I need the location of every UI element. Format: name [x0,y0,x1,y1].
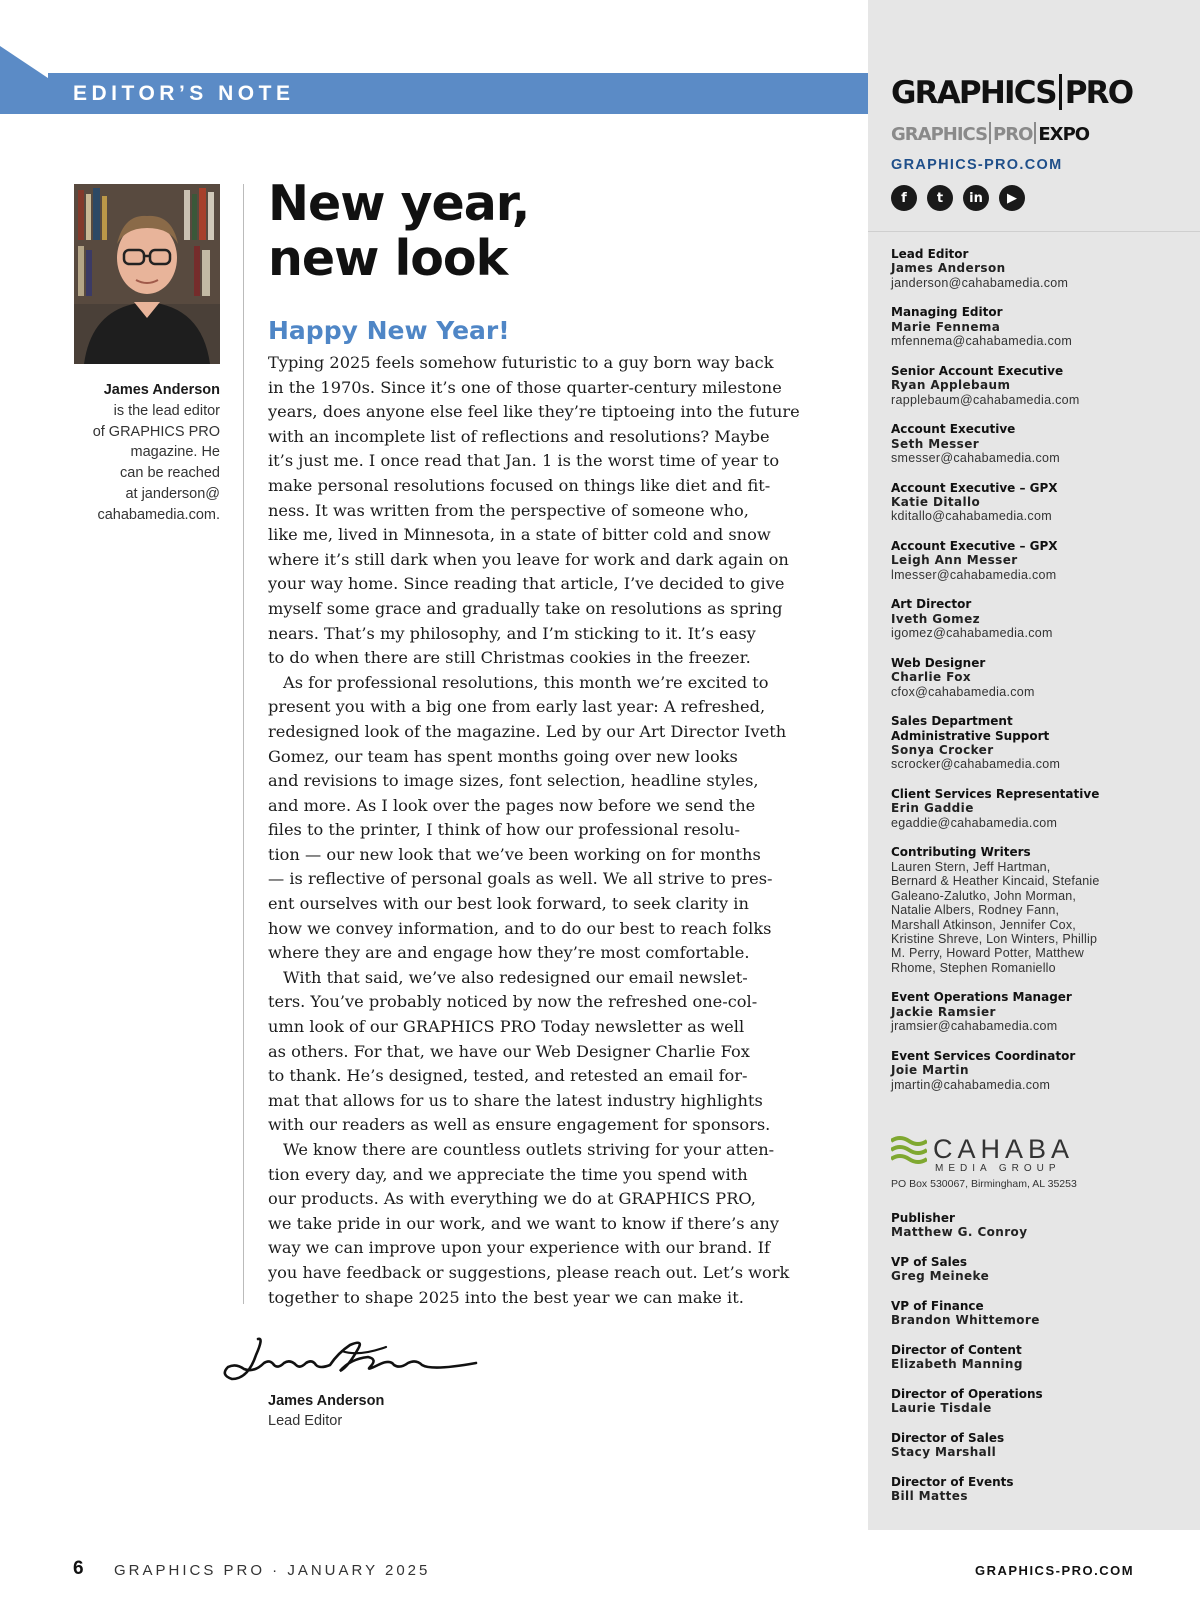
staff-role: Managing Editor [891,305,1003,320]
executive-entry [891,1299,1191,1328]
staff-entry [891,539,1191,582]
staff-name: James Anderson [891,261,1006,276]
staff-name: Sonya Crocker [891,743,994,758]
article-line: mat that allows for us to share the latest industry highlights [268,1090,763,1110]
executive-entry [891,1475,1191,1504]
executive-name: Stacy Marshall [891,1445,997,1460]
article-line: our products. As with everything we do at GRAPHICS PRO, [268,1189,756,1209]
article-line: with our readers as well as ensure engagement for sponsors. [268,1115,771,1135]
article-line: tion every day, and we appreciate the time you spend with [268,1164,748,1184]
staff-entry [891,597,1191,640]
staff-name: Seth Messer [891,436,980,451]
staff-role: Event Operations Manager [891,990,1072,1005]
author-bio-line: at janderson@ [125,485,220,502]
footer-website[interactable]: GRAPHICS-PRO.COM [975,1563,1135,1578]
executive-entry [891,1343,1191,1372]
contributing-writers [891,845,1191,975]
website-link[interactable]: GRAPHICS-PRO.COM [891,157,1063,173]
author-bio-line: of GRAPHICS PRO [92,423,220,440]
executive-role: VP of Sales [891,1255,968,1269]
staff-email[interactable]: mfennema@cahabamedia.com [891,334,1073,349]
staff-role: Client Services Representative [891,787,1100,802]
writer-line: Lauren Stern, Jeff Hartman, [891,859,1051,874]
staff-role: Contributing Writers [891,845,1031,860]
staff-role: Art Director [891,597,972,612]
column-divider [243,184,244,1304]
cahaba-logo-mark [891,1135,927,1167]
staff-name: Charlie Fox [891,670,972,685]
article-line: to thank. He’s designed, tested, and retested an email for- [268,1066,748,1086]
executive-role: Director of Sales [891,1431,1005,1445]
article-line: your way home. Since reading that article, I’ve decided to give [268,574,785,594]
staff-role: Event Services Coordinator [891,1048,1076,1063]
page-number: 6 [73,1558,84,1579]
article-line: in the 1970s. Since it’s one of those quarter-century milestone [268,377,782,397]
staff-entry [891,422,1191,465]
executive-name: Brandon Whittemore [891,1313,1040,1328]
staff-email[interactable]: smesser@cahabamedia.com [891,451,1060,466]
article-line: myself some grace and gradually take on resolutions as spring [268,598,783,618]
staff-role: Administrative Support [891,728,1050,743]
article-line: make personal resolutions focused on things like diet and fit- [268,475,771,495]
writer-line: Marshall Atkinson, Jennifer Cox, [891,917,1076,932]
article-line: and more. As I look over the pages now before we send the [268,795,756,815]
staff-role: Web Designer [891,655,986,670]
article-line: tion — our new look that we’ve been working on for months [268,844,761,864]
article-line: We know there are countless outlets striving for your atten- [283,1140,775,1159]
facebook-icon[interactable]: f [891,185,917,211]
executive-entry [891,1431,1191,1460]
article-paragraph [268,1138,808,1310]
staff-email[interactable]: kditallo@cahabamedia.com [891,509,1052,524]
executive-entry [891,1255,1191,1284]
staff-role: Account Executive [891,422,1016,437]
article-line: As for professional resolutions, this month we’re excited to [283,672,769,692]
staff-name: Ryan Applebaum [891,378,1011,393]
staff-role: Senior Account Executive [891,363,1064,378]
staff-entry [891,364,1191,407]
staff-email[interactable]: janderson@cahabamedia.com [891,275,1069,290]
article-line: ent ourselves with our best look forward, to seek clarity in [268,894,749,914]
staff-entry [891,656,1191,699]
article-line: together to shape 2025 into the best year we can make it. [268,1287,744,1307]
staff-email[interactable]: lmesser@cahabamedia.com [891,567,1057,582]
article-body [268,351,808,1310]
author-bio-line: cahabamedia.com. [97,506,220,523]
sidebar-divider [868,231,1200,232]
staff-name: Katie Ditallo [891,495,981,510]
staff-entry [891,787,1191,830]
social-links [891,185,1025,211]
article-paragraph [268,966,808,1138]
writer-line: Kristine Shreve, Lon Winters, Phillip [891,931,1098,946]
staff-entry [891,990,1191,1033]
staff-name: Jackie Ramsier [891,1004,996,1019]
staff-email[interactable]: jramsier@cahabamedia.com [891,1019,1058,1034]
article-line: files to the printer, I think of how our professional resolu- [268,820,741,840]
staff-entry [891,305,1191,348]
staff-name: Iveth Gomez [891,611,981,626]
article-line: ness. It was written from the perspective of someone who, [268,500,749,520]
article-line: to do when there are still Christmas cookies in the freezer. [268,648,751,668]
article-line: — is reflective of personal goals as well. We all strive to pres- [268,869,773,889]
staff-list [891,247,1191,1107]
executive-role: Director of Content [891,1343,1022,1357]
article-line: where they are and engage how they’re most comfortable. [268,943,750,963]
executive-entry [891,1387,1191,1416]
staff-name: Marie Fennema [891,319,1001,334]
staff-name: Leigh Ann Messer [891,553,1018,568]
writer-line: Rhome, Stephen Romaniello [891,960,1056,975]
subhead: Happy New Year! [268,316,510,345]
article-line: present you with a big one from early last year: A refreshed, [268,697,766,717]
company-address: PO Box 530067, Birmingham, AL 35253 [891,1178,1077,1190]
article-line: as others. For that, we have our Web Designer Charlie Fox [268,1041,750,1061]
article-line: how we convey information, and to do our best to reach folks [268,918,772,938]
executive-name: Bill Mattes [891,1489,968,1504]
article-paragraph [268,351,808,671]
cahaba-subtitle: MEDIA GROUP [935,1163,1061,1174]
staff-email[interactable]: egaddie@cahabamedia.com [891,815,1058,830]
author-bio-line: can be reached [120,465,220,482]
article-line: nears. That’s my philosophy, and I’m sticking to it. It’s easy [268,623,756,643]
staff-entry [891,247,1191,290]
article-line: where it’s still dark when you leave for work and dark again on [268,549,789,569]
writer-line: M. Perry, Howard Potter, Matthew [891,946,1085,961]
article-line: years, does anyone else feel like they’re tiptoeing into the future [268,402,800,422]
linkedin-icon[interactable]: in [963,185,989,211]
article-line: ters. You’ve probably noticed by now the refreshed one-col- [268,992,758,1012]
staff-role: Lead Editor [891,247,969,261]
staff-role: Account Executive – GPX [891,539,1058,554]
youtube-icon[interactable]: ▶ [999,185,1025,211]
cahaba-name: CAHABA [933,1134,1075,1164]
article-line: With that said, we’ve also redesigned our email newslet- [283,967,748,987]
article-line: umn look of our GRAPHICS PRO Today newsletter as well [268,1017,745,1037]
article-line: and revisions to image sizes, font selection, headline styles, [268,771,759,791]
article-line: you have feedback or suggestions, please reach out. Let’s work [268,1262,790,1282]
writer-line: Bernard & Heather Kincaid, Stefanie [891,874,1100,889]
footer-publication: GRAPHICS PRO · JANUARY 2025 [114,1562,431,1579]
author-bio-line: is the lead editor [113,402,220,419]
executive-role: VP of Finance [891,1299,984,1313]
staff-email[interactable]: rapplebaum@cahabamedia.com [891,392,1080,407]
article-line: redesigned look of the magazine. Led by our Art Director Iveth [268,721,787,741]
signoff-title: Lead Editor [268,1413,343,1429]
signoff-name: James Anderson [268,1393,385,1409]
signature-image [218,1335,488,1395]
author-bio [74,380,220,526]
staff-email[interactable]: cfox@cahabamedia.com [891,684,1035,699]
author-name: James Anderson [103,382,220,398]
article-paragraph [268,671,808,966]
staff-entry [891,1049,1191,1092]
staff-entry [891,714,1191,772]
article-line: like me, lived in Minnesota, in a state of bitter cold and snow [268,525,771,545]
executive-list [891,1211,1191,1519]
section-label: EDITOR’S NOTE [73,82,295,105]
article-line: it’s just me. I once read that Jan. 1 is the worst time of year to [268,451,780,471]
graphics-pro-expo-logo: GRAPHICS PRO EXPO [891,124,1090,145]
article-line: with an incomplete list of reflections and resolutions? Maybe [268,426,770,446]
article-line: we take pride in our work, and we want to know if there’s any [268,1213,779,1233]
article-line: Gomez, our team has spent months going over new looks [268,746,738,766]
writer-line: Natalie Albers, Rodney Fann, [891,903,1060,918]
executive-entry [891,1211,1191,1240]
staff-role: Sales Department [891,714,1013,729]
staff-name: Erin Gaddie [891,801,974,816]
article-line: Typing 2025 feels somehow futuristic to a guy born way back [268,353,774,372]
writer-line: Galeano-Zalutko, John Morman, [891,888,1077,903]
twitter-icon[interactable]: t [927,185,953,211]
executive-role: Publisher [891,1211,955,1225]
staff-role: Account Executive – GPX [891,480,1058,495]
staff-email[interactable]: scrocker@cahabamedia.com [891,757,1061,772]
graphics-pro-logo: GRAPHICS PRO [891,75,1133,111]
author-photo [74,184,220,364]
executive-name: Laurie Tisdale [891,1401,992,1416]
executive-role: Director of Operations [891,1387,1043,1401]
headline: New year, new look [268,175,530,287]
article-line: way we can improve upon your experience with our brand. If [268,1238,770,1258]
staff-email[interactable]: igomez@cahabamedia.com [891,626,1053,641]
staff-entry [891,481,1191,524]
executive-name: Matthew G. Conroy [891,1225,1028,1240]
staff-email[interactable]: jmartin@cahabamedia.com [891,1077,1051,1092]
author-bio-line: magazine. He [130,444,220,461]
executive-role: Director of Events [891,1475,1014,1489]
executive-name: Greg Meineke [891,1269,990,1284]
executive-name: Elizabeth Manning [891,1357,1023,1372]
staff-name: Joie Martin [891,1063,969,1078]
